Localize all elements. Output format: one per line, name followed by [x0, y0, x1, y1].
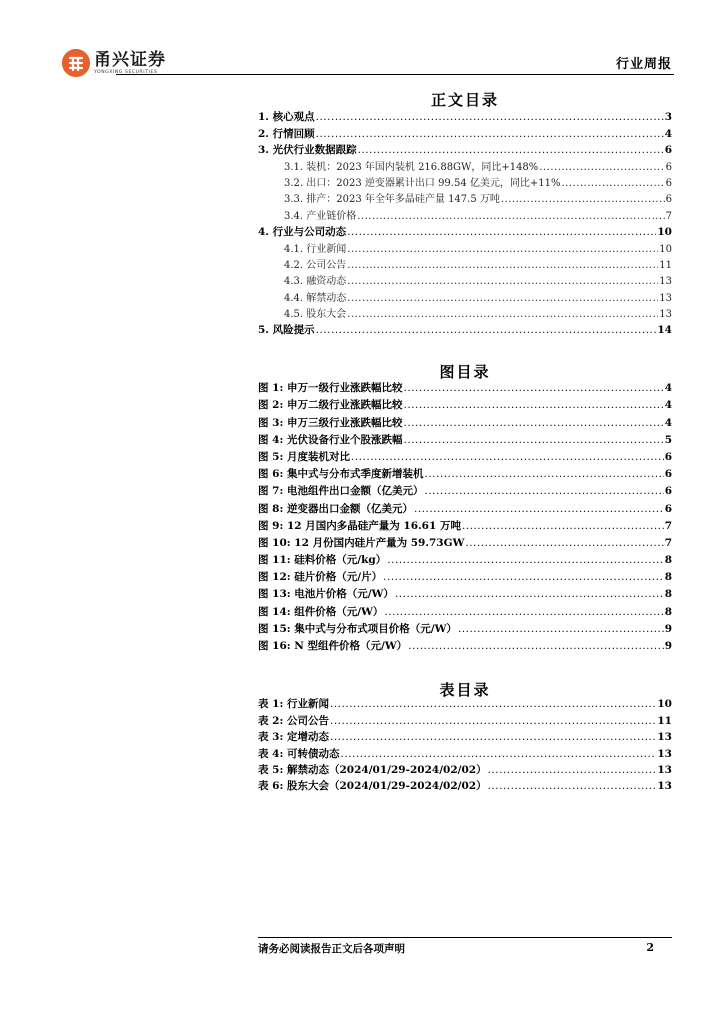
disclaimer-note: 请务必阅读报告正文后各项声明 — [258, 943, 405, 955]
dot-leader — [316, 324, 657, 337]
dot-leader — [341, 748, 657, 761]
dot-leader — [414, 503, 664, 516]
tables-list — [258, 695, 672, 793]
dot-leader — [404, 434, 664, 447]
table-entry[interactable] — [258, 695, 672, 711]
dot-leader — [383, 571, 664, 584]
dot-leader — [425, 485, 664, 498]
table-entry[interactable] — [258, 728, 672, 744]
figure-entry-page: 8 — [664, 571, 672, 584]
figure-entry-title: 图 1: 申万一级行业涨跌幅比较 — [258, 382, 403, 395]
figure-entry-page: 7 — [664, 536, 672, 549]
dot-leader — [316, 111, 664, 124]
figure-entry-page: 4 — [664, 382, 672, 395]
dot-leader — [404, 417, 664, 430]
dot-leader — [539, 161, 664, 174]
contents-entry-title: 2. 行情回顾 — [258, 127, 315, 140]
dot-leader — [408, 640, 664, 653]
dot-leader — [395, 588, 664, 601]
contents-entry-title: 1. 核心观点 — [258, 111, 315, 124]
dot-leader — [347, 259, 658, 272]
dot-leader — [357, 210, 664, 223]
figure-entry-title: 图 12: 硅片价格（元/片） — [258, 571, 383, 584]
figure-entry-page: 7 — [664, 519, 672, 532]
contents-entry-title: 3.3. 排产：2023 年全年多晶硅产量 147.5 万吨 — [284, 194, 500, 206]
contents-entry[interactable] — [258, 321, 672, 337]
table-entry-page: 13 — [657, 780, 672, 793]
figure-entry[interactable] — [258, 550, 672, 567]
dot-leader — [488, 764, 657, 777]
contents-entry[interactable] — [258, 223, 672, 239]
figure-entry[interactable] — [258, 619, 672, 636]
dot-leader — [501, 193, 665, 206]
contents-entry-page: 7 — [665, 210, 672, 222]
figure-entry-page: 8 — [664, 605, 672, 618]
dot-leader — [387, 554, 663, 567]
contents-entry-page: 6 — [665, 194, 672, 206]
header-divider — [116, 74, 674, 75]
figure-entry-title: 图 11: 硅料价格（元/kg） — [258, 554, 387, 567]
contents-entry-title: 4.1. 行业新闻 — [284, 243, 347, 255]
contents-entry[interactable] — [258, 124, 672, 140]
contents-list — [258, 108, 672, 337]
figure-entry[interactable] — [258, 636, 672, 653]
table-entry-page: 11 — [657, 714, 672, 727]
dot-leader — [425, 468, 664, 481]
figure-entry[interactable] — [258, 412, 672, 429]
dot-leader — [358, 144, 664, 157]
contents-entry-page: 4 — [664, 127, 672, 140]
figure-entry-page: 4 — [664, 416, 672, 429]
dot-leader — [347, 243, 658, 256]
contents-entry[interactable] — [258, 272, 672, 288]
contents-entry-page: 3 — [664, 111, 672, 124]
contents-entry-title: 5. 风险提示 — [258, 324, 315, 337]
figure-entry-page: 8 — [664, 554, 672, 567]
figure-entry-title: 图 14: 组件价格（元/W） — [258, 605, 384, 618]
contents-entry-page: 6 — [664, 144, 672, 157]
contents-entry-page: 10 — [659, 243, 672, 255]
figure-entry-page: 9 — [664, 622, 672, 635]
contents-entry-title: 4.4. 解禁动态 — [284, 292, 347, 304]
table-entry-title: 表 2: 公司公告 — [258, 714, 329, 727]
dot-leader — [330, 698, 656, 711]
figure-entry-title: 图 8: 逆变器出口金额（亿美元） — [258, 502, 413, 515]
dot-leader — [458, 623, 664, 636]
logo-name-cn: 甬兴证券 — [94, 49, 166, 70]
contents-entry-page: 6 — [665, 161, 672, 173]
figure-entry[interactable] — [258, 430, 672, 447]
contents-entry-title: 4.5. 股东大会 — [284, 309, 347, 321]
page-number: 2 — [646, 941, 654, 954]
contents-entry[interactable] — [258, 157, 672, 173]
figure-entry-title: 图 3: 申万三级行业涨跌幅比较 — [258, 416, 403, 429]
table-entry-page: 13 — [657, 731, 672, 744]
figure-entry-page: 5 — [664, 433, 672, 446]
tables-title: 表目录 — [439, 681, 491, 699]
dot-leader — [404, 382, 664, 395]
table-entry-title: 表 4: 可转债动态 — [258, 747, 340, 760]
dot-leader — [347, 226, 656, 239]
contents-entry-title: 3. 光伏行业数据跟踪 — [258, 144, 357, 157]
logo-name-en: YONGXING SECURITIES — [94, 69, 158, 75]
figures-list — [258, 378, 672, 653]
contents-title: 正文目录 — [430, 91, 499, 109]
contents-entry-page: 14 — [657, 324, 672, 337]
dot-leader — [404, 399, 664, 412]
table-entry-page: 10 — [657, 698, 672, 711]
table-entry[interactable] — [258, 777, 672, 793]
dot-leader — [462, 520, 664, 533]
figure-entry[interactable] — [258, 516, 672, 533]
table-entry-title: 表 5: 解禁动态（2024/01/29-2024/02/02） — [258, 763, 487, 776]
figure-entry-title: 图 5: 月度装机对比 — [258, 450, 350, 463]
figure-entry-title: 图 9: 12 月国内多晶硅产量为 16.61 万吨 — [258, 519, 461, 532]
table-entry-title: 表 3: 定增动态 — [258, 731, 329, 744]
dot-leader — [384, 606, 663, 619]
figure-entry-page: 6 — [664, 502, 672, 515]
contents-entry-title: 3.1. 装机：2023 年国内装机 216.88GW，同比+148% — [284, 161, 539, 173]
contents-entry[interactable] — [258, 190, 672, 206]
dot-leader — [330, 715, 656, 728]
table-entry[interactable] — [258, 761, 672, 777]
contents-entry-title: 3.4. 产业链价格 — [284, 210, 357, 222]
figure-entry[interactable] — [258, 447, 672, 464]
dot-leader — [347, 308, 658, 321]
dot-leader — [330, 731, 656, 744]
table-entry[interactable] — [258, 744, 672, 760]
contents-entry[interactable] — [258, 206, 672, 222]
contents-entry[interactable] — [258, 305, 672, 321]
figure-entry-title: 图 2: 申万二级行业涨跌幅比较 — [258, 399, 403, 412]
figure-entry-title: 图 10: 12 月份国内硅片产量为 59.73GW — [258, 536, 465, 549]
figure-entry[interactable] — [258, 481, 672, 498]
logo-mark-icon — [62, 49, 90, 77]
table-entry-page: 13 — [657, 763, 672, 776]
contents-entry[interactable] — [258, 141, 672, 157]
contents-entry-page: 13 — [659, 276, 672, 288]
figure-entry-title: 图 15: 集中式与分布式项目价格（元/W） — [258, 622, 457, 635]
dot-leader — [347, 275, 658, 288]
table-entry[interactable] — [258, 711, 672, 727]
table-entry-page: 13 — [657, 747, 672, 760]
figure-entry[interactable] — [258, 584, 672, 601]
contents-entry[interactable] — [258, 288, 672, 304]
figure-entry-title: 图 7: 电池组件出口金额（亿美元） — [258, 485, 424, 498]
contents-entry-title: 4.3. 融资动态 — [284, 276, 347, 288]
contents-entry-page: 13 — [659, 292, 672, 304]
footer-divider — [258, 937, 672, 938]
figure-entry-title: 图 6: 集中式与分布式季度新增装机 — [258, 468, 424, 481]
contents-entry-page: 6 — [665, 177, 672, 189]
contents-entry[interactable] — [258, 239, 672, 255]
dot-leader — [347, 292, 658, 305]
figure-entry[interactable] — [258, 498, 672, 515]
contents-entry-page: 11 — [659, 259, 672, 271]
table-entry-title: 表 1: 行业新闻 — [258, 698, 329, 711]
figure-entry-title: 图 13: 电池片价格（元/W） — [258, 588, 394, 601]
contents-entry[interactable] — [258, 256, 672, 272]
figure-entry-page: 8 — [664, 588, 672, 601]
dot-leader — [316, 128, 664, 141]
figure-entry[interactable] — [258, 395, 672, 412]
contents-entry-page: 10 — [657, 226, 672, 239]
dot-leader — [351, 451, 664, 464]
dot-leader — [488, 780, 657, 793]
table-entry-title: 表 6: 股东大会（2024/01/29-2024/02/02） — [258, 780, 487, 793]
figure-entry-page: 6 — [664, 485, 672, 498]
contents-entry-title: 3.2. 出口：2023 逆变器累计出口 99.54 亿美元，同比+11% — [284, 177, 561, 189]
dot-leader — [465, 537, 663, 550]
figure-entry[interactable] — [258, 533, 672, 550]
figure-entry-page: 6 — [664, 468, 672, 481]
report-type-label: 行业周报 — [615, 57, 672, 72]
figure-entry-title: 图 4: 光伏设备行业个股涨跌幅 — [258, 433, 403, 446]
figures-title: 图目录 — [439, 363, 491, 381]
contents-entry[interactable] — [258, 174, 672, 190]
contents-entry-title: 4.2. 公司公告 — [284, 259, 347, 271]
figure-entry-page: 4 — [664, 399, 672, 412]
contents-entry-title: 4. 行业与公司动态 — [258, 226, 347, 239]
figure-entry[interactable] — [258, 464, 672, 481]
contents-entry[interactable] — [258, 108, 672, 124]
dot-leader — [561, 177, 664, 190]
figure-entry-page: 6 — [664, 450, 672, 463]
figure-entry[interactable] — [258, 378, 672, 395]
figure-entry-title: 图 16: N 型组件价格（元/W） — [258, 640, 408, 652]
contents-entry-page: 13 — [659, 309, 672, 321]
figure-entry[interactable] — [258, 601, 672, 618]
figure-entry-page: 9 — [664, 640, 672, 652]
figure-entry[interactable] — [258, 567, 672, 584]
